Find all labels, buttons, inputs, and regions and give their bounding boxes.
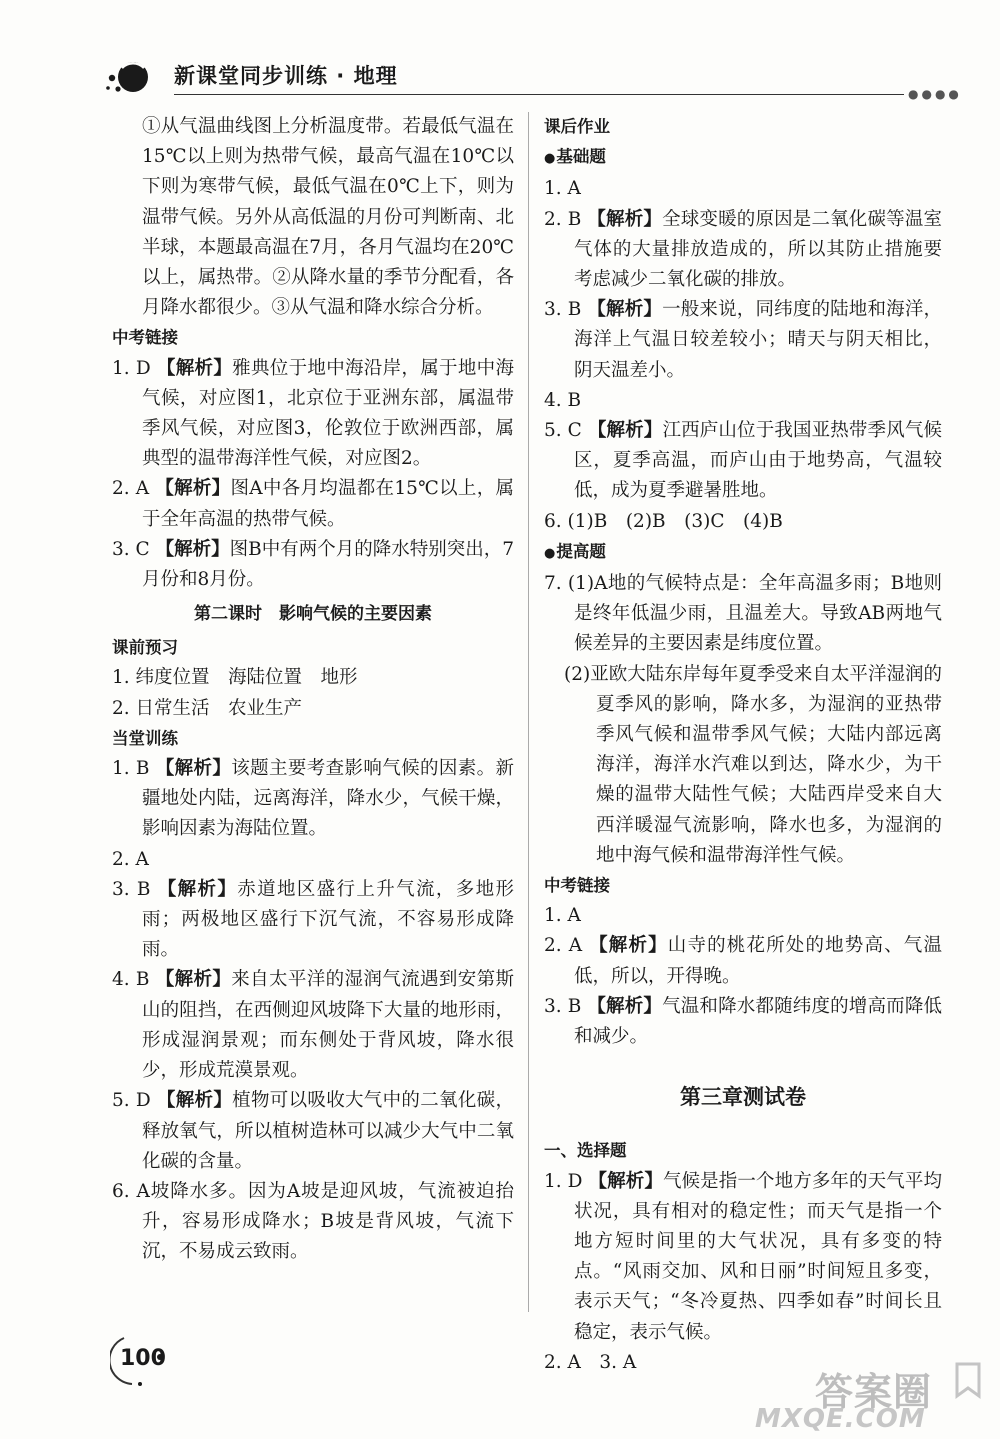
item-number: 1. A: [544, 905, 581, 927]
item-text: 全球变暖的原因是二氧化碳等温室气体的大量排放造成的，所以其防止措施要考虑减少二氧化碳的排放。: [574, 208, 942, 291]
item-number: 6. (1)B (2)B (3)C (4)B: [544, 510, 783, 532]
list-item: [112, 535, 514, 595]
list-item: [112, 354, 514, 475]
item-number: 2. A: [112, 848, 149, 870]
page-header: [96, 52, 962, 102]
list-item: [544, 205, 942, 296]
item-number: 4. B: [112, 969, 150, 991]
item-text: 气温和降水都随纬度的增高而降低和减少。: [574, 995, 942, 1048]
header-logo-icon: [104, 58, 150, 96]
item-text: 来自太平洋的湿润气流遇到安第斯山的阻挡，在西侧迎风坡降下大量的地形雨，形成湿润景观；而东侧处于背风坡，降水很少，形成荒漠景观。: [142, 969, 514, 1082]
section-heading-basic: ● 基础题: [544, 142, 942, 174]
header-title: 新课堂同步训练 · 地理: [174, 64, 398, 88]
item-text: 气候是指一个地方多年的天气平均状况，具有相对的稳定性；而天气是指一个地方短时间里的大气状况，具有多变的特点。“风雨交加、风和日丽”时间短且多变，表示天气；“冬冷夏热、四季如春”时间长且稳定，表示气候。: [574, 1170, 942, 1343]
analysis-tag: 【解析】: [587, 208, 663, 230]
item-number: 3. B: [112, 878, 151, 900]
section-heading-zhongkao: 中考链接: [112, 328, 178, 348]
item-number: 3. B: [544, 299, 582, 321]
item-text: 雅典位于地中海沿岸，属于地中海气候，对应图1，北京位于亚洲东部，属温带季风气候，对应图3，伦敦位于欧洲西部，属典型的温带海洋性气候，对应图2。: [142, 357, 514, 470]
item-number: 1. A: [544, 178, 581, 200]
left-column: [112, 112, 514, 1268]
analysis-tag: 【解析】: [155, 758, 232, 780]
basic-list: [544, 174, 942, 536]
item-text: 一般来说，同纬度的陆地和海洋，海洋上气温日较差较小；晴天与阴天相比，阴天温差小。: [574, 299, 942, 381]
item-number: 2. B: [544, 208, 582, 230]
analysis-tag: 【解析】: [156, 1090, 233, 1112]
list-item: [112, 1177, 514, 1268]
item-number: 1. D: [112, 357, 151, 379]
column-divider: [528, 112, 529, 1312]
item-text: 江西庐山位于我国亚热带季风气候区，夏季高温，而庐山由于地势高，气温较低，成为夏季避暑胜地。: [574, 420, 942, 502]
item-text: 山寺的桃花所处的地势高、气温低，所以，开得晚。: [574, 935, 942, 987]
list-item: 2. 日常生活 农业生产: [112, 697, 303, 719]
list-item: [112, 965, 514, 1086]
item-number: 3. B: [544, 995, 582, 1017]
watermark-ribbon-icon: [953, 1360, 983, 1400]
list-item: [544, 507, 942, 537]
test-title: 第三章测试卷: [680, 1085, 806, 1110]
list-item: [112, 845, 514, 875]
list-item: [544, 931, 942, 991]
section-heading-choice: 一、选择题: [544, 1141, 627, 1161]
item-number: 2. A: [544, 935, 583, 957]
analysis-tag: 【解析】: [587, 420, 663, 442]
list-item: [112, 474, 514, 534]
list-item: 7. (1)A地的气候特点是：全年高温多雨；B地则是终年低温少雨，且温差大。导致AB两地气候差异的主要因素是纬度位置。: [544, 573, 942, 655]
item-number: 2. A 3. A: [544, 1351, 637, 1373]
header-rule: [174, 94, 904, 95]
section-heading-homework: 课后作业: [544, 117, 610, 136]
list-item: [112, 1086, 514, 1177]
zhongkao-list: [544, 901, 942, 1052]
classwork-list: [112, 754, 514, 1267]
list-item: (2)亚欧大陆东岸每年夏季受来自太平洋湿润的夏季风的影响，降水多，为湿润的亚热带季风气候和温带季风气候；大陆内部远离海洋，海洋水汽难以到达，降水少，为干燥的温带大陆性气候；大陆西岸受来自大西洋暖湿气流影响，降水也多，为湿润的地中海气候和温带海洋性气候。: [564, 663, 942, 866]
item-number: 6.: [112, 1180, 130, 1202]
list-item: [544, 901, 942, 931]
item-number: 2. A: [112, 478, 150, 500]
analysis-tag: 【解析】: [587, 995, 663, 1017]
right-column: [544, 112, 942, 1378]
list-item: [544, 386, 942, 416]
item-text: 赤道地区盛行上升气流，多地形雨；两极地区盛行下沉气流，不容易形成降雨。: [142, 878, 514, 961]
list-item: [544, 416, 942, 507]
analysis-tag: 【解析】: [157, 878, 238, 900]
item-text: 图A中各月均温都在15℃以上，属于全年高温的热带气候。: [142, 478, 514, 530]
item-text: 植物可以吸收大气中的二氧化碳，释放氧气，所以植树造林可以减少大气中二氧化碳的含量。: [142, 1090, 514, 1172]
list-item: 1. 纬度位置 海陆位置 地形: [112, 667, 358, 689]
choice-list: [544, 1167, 942, 1378]
analysis-tag: 【解析】: [155, 538, 230, 560]
page-number: 100: [120, 1346, 166, 1371]
analysis-tag: 【解析】: [155, 478, 231, 500]
zhongkao-list: [112, 354, 514, 596]
item-number: 5. C: [544, 420, 582, 442]
item-text: 图B中有两个月的降水特别突出，7月份和8月份。: [142, 538, 514, 591]
section-heading-preview: 课前预习: [112, 638, 178, 658]
item-text: 该题主要考查影响气候的因素。新疆地处内陆，远离海洋，降水少，气候干燥，影响因素为海陆位置。: [142, 758, 514, 840]
watermark-text: 答案圈: [815, 1370, 933, 1414]
section-heading-advanced: ● 提高题: [544, 537, 942, 569]
item-number: 4. B: [544, 389, 582, 411]
section-heading-zhongkao: 中考链接: [544, 876, 610, 896]
watermark: [735, 1360, 985, 1435]
analysis-tag: 【解析】: [588, 1170, 663, 1192]
lesson-title: 第二课时 影响气候的主要因素: [194, 604, 432, 625]
header-dots: ●●●●: [908, 87, 962, 101]
analysis-tag: 【解析】: [155, 969, 232, 991]
list-item: [544, 295, 942, 386]
watermark-url: MXQE.COM: [755, 1404, 926, 1434]
list-item: [544, 1167, 942, 1348]
item-number: 5. D: [112, 1090, 151, 1112]
analysis-tag: 【解析】: [587, 299, 663, 321]
analysis-tag: 【解析】: [156, 357, 233, 379]
item-number: 1. B: [112, 758, 150, 780]
item-number: 1. D: [544, 1170, 583, 1192]
list-item: [544, 992, 942, 1052]
item-number: 3. C: [112, 538, 150, 560]
list-item: [112, 875, 514, 966]
analysis-tag: 【解析】: [589, 935, 668, 957]
list-item: [112, 754, 514, 845]
item-text: A坡降水多。因为A坡是迎风坡，气流被迫抬升，容易形成降水；B坡是背风坡，气流下沉，不易成云致雨。: [136, 1180, 514, 1263]
analysis-paragraph: ①从气温曲线图上分析温度带。若最低气温在15℃以上则为热带气候，最高气温在10℃以下则为寒带气候，最低气温在0℃上下，则为温带气候。另外从高低温的月份可判断南、北半球，本题最高温在7月，各月气温均在20℃以上，属热带。②从降水量的季节分配看，各月降水都很少。③从气温和降水综合分析。: [142, 116, 514, 319]
list-item: [544, 174, 942, 204]
section-heading-classwork: 当堂训练: [112, 728, 178, 748]
